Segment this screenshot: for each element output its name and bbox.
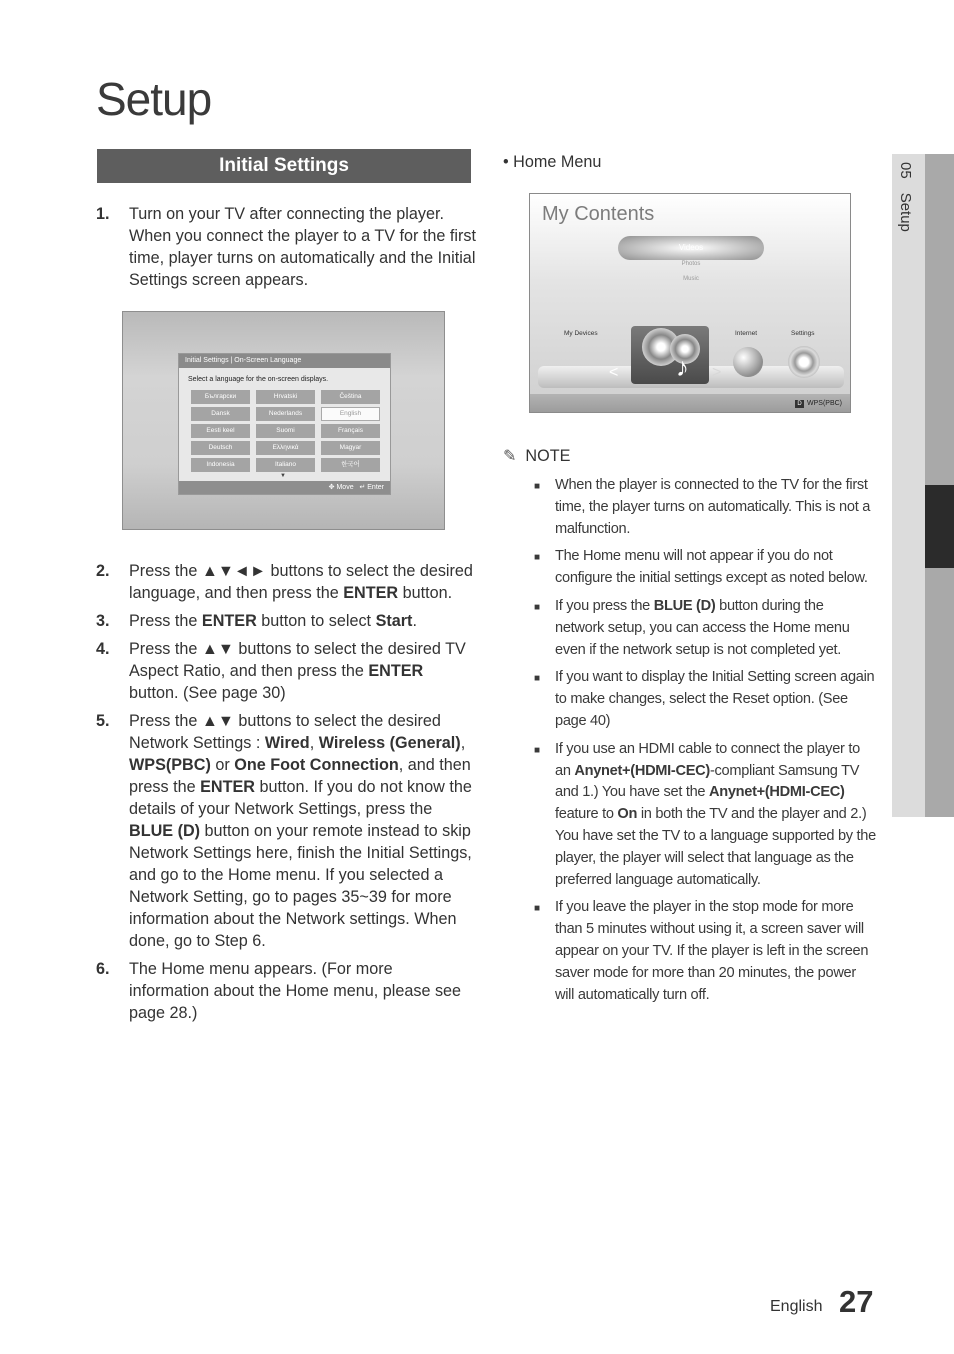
step-2 — [96, 560, 476, 604]
scroll-down-icon: ▼ — [280, 473, 286, 479]
note-item — [534, 546, 876, 590]
home-menu-label: • Home Menu — [503, 153, 602, 171]
note-text: If you press the BLUE (D) button during the network setup, you can access the Home menu even if the network setup is not completed yet. — [555, 597, 850, 658]
side-tab-marker — [925, 485, 954, 568]
left-arrow-icon[interactable]: < — [609, 364, 619, 381]
step-text: Press the ENTER button to select Start. — [129, 612, 417, 630]
language-option[interactable]: Hrvatski — [256, 390, 315, 404]
pencil-icon: ✎ — [503, 448, 517, 465]
language-option[interactable]: Ελληνικά — [256, 441, 315, 455]
dialog-prompt: Select a language for the on-screen displays. — [188, 376, 329, 383]
page-number: 27 — [839, 1284, 874, 1319]
bullet-square-icon: ■ — [534, 601, 540, 613]
right-arrow-icon[interactable]: > — [712, 364, 722, 381]
dialog-footer — [179, 481, 390, 494]
wps-label: WPS(PBC) — [807, 400, 842, 407]
music-item[interactable]: Music — [683, 276, 699, 282]
d-key-icon: D — [795, 400, 804, 408]
language-option[interactable]: Nederlands — [256, 407, 315, 421]
step-number: 1. — [96, 205, 110, 223]
step-number: 2. — [96, 562, 110, 580]
photos-item[interactable]: Photos — [681, 261, 701, 267]
step-text: Press the ▲▼◄► buttons to select the desired language, and then press the ENTER button. — [129, 562, 473, 602]
note-heading — [503, 446, 570, 466]
music-note-icon: ♪ — [676, 352, 689, 382]
move-label: Move — [336, 484, 354, 491]
language-option-selected[interactable]: English — [321, 407, 380, 421]
step-text: The Home menu appears. (For more information about the Home menu, please see page 28.) — [129, 960, 462, 1022]
step-number: 3. — [96, 612, 110, 630]
step-number: 6. — [96, 960, 110, 978]
my-devices-label[interactable]: My Devices — [564, 330, 598, 337]
note-item — [534, 739, 876, 892]
language-grid — [191, 390, 380, 472]
note-item — [534, 667, 876, 732]
note-text: If you want to display the Initial Setting screen again to make changes, select the Reset option. (See page 40) — [555, 669, 875, 729]
language-option[interactable]: Deutsch — [191, 441, 250, 455]
section-header: Initial Settings — [97, 149, 471, 183]
step-number: 4. — [96, 640, 110, 658]
move-icon: ✥ — [328, 484, 335, 491]
language-option[interactable]: Dansk — [191, 407, 250, 421]
language-option[interactable]: Magyar — [321, 441, 380, 455]
internet-label[interactable]: Internet — [735, 330, 758, 337]
internet-globe-icon — [733, 347, 763, 377]
steps-list — [96, 560, 476, 1030]
notes-list — [534, 475, 876, 1012]
enter-label: Enter — [367, 484, 384, 491]
step-3 — [96, 610, 476, 632]
language-option[interactable]: Italiano — [256, 458, 315, 472]
wps-hint — [795, 400, 842, 408]
language-option[interactable]: Български — [191, 390, 250, 404]
chapter-label: 05Setup — [897, 162, 914, 232]
step-text: Press the ▲▼ buttons to select the desired TV Aspect Ratio, and then press the ENTER button. (See page 30) — [129, 640, 466, 702]
note-text: When the player is connected to the TV for the first time, the player turns on automatically. This is not a malfunction. — [555, 477, 871, 537]
step-4 — [96, 638, 476, 704]
language-option[interactable]: Suomi — [256, 424, 315, 438]
my-contents-title: My Contents — [542, 203, 655, 225]
language-option[interactable]: Indonesia — [191, 458, 250, 472]
note-text: If you leave the player in the stop mode for more than 5 minutes without using it, a screen saver will appear on your TV. If the player is left in the screen saver mode for more than 20 minutes, the power will automatically turn off. — [555, 899, 869, 1003]
note-item — [534, 897, 876, 1006]
step-5 — [96, 710, 476, 952]
bullet-square-icon: ■ — [534, 673, 540, 685]
step-6 — [96, 958, 476, 1024]
note-item — [534, 475, 876, 540]
note-text: The Home menu will not appear if you do not configure the initial settings except as noted below. — [555, 548, 868, 587]
home-menu-screenshot — [529, 193, 851, 413]
language-option[interactable]: Français — [321, 424, 380, 438]
videos-item[interactable]: Videos — [618, 236, 764, 260]
step-1 — [96, 203, 476, 291]
bullet-square-icon: ■ — [534, 552, 540, 564]
note-text: If you use an HDMI cable to connect the player to an Anynet+(HDMI-CEC)-compliant Samsung TV and 1.) You have set the Anynet+(HDMI-CEC) feature to On in both the TV and the player and 2.) You have set the TV to a language supported by the player, the player will select that language as the preferred language automatically. — [555, 740, 876, 888]
language-option[interactable]: 한국어 — [321, 458, 380, 472]
initial-settings-screenshot — [122, 311, 445, 530]
note-item — [534, 596, 876, 661]
bullet-square-icon: ■ — [534, 481, 540, 492]
page-title: Setup — [96, 73, 212, 125]
bullet-square-icon: ■ — [534, 903, 540, 915]
chapter-side-tab[interactable] — [892, 154, 954, 817]
enter-icon: ↵ — [359, 484, 366, 491]
step-text: Turn on your TV after connecting the player. When you connect the player to a TV for the first time, player turns on automatically and the Initial Settings screen appears. — [129, 205, 477, 289]
footer-language: English — [770, 1298, 823, 1315]
step-number: 5. — [96, 712, 110, 730]
language-dialog — [178, 353, 391, 495]
bullet-square-icon: ■ — [534, 744, 540, 756]
language-option[interactable]: Eesti keel — [191, 424, 250, 438]
language-option[interactable]: Čeština — [321, 390, 380, 404]
settings-label[interactable]: Settings — [791, 330, 815, 337]
dialog-header: Initial Settings | On-Screen Language — [179, 354, 390, 368]
settings-gear-icon — [788, 346, 820, 378]
note-heading-text: NOTE — [525, 447, 571, 465]
step-text: Press the ▲▼ buttons to select the desired Network Settings : Wired, Wireless (General), WPS(PBC) or One Foot Connection, and then press the ENTER button. If you do not know the details of your Network Settings, press the BLUE (D) button on your remote instead to skip Network Settings here, finish the Initial Settings, and go to the Home menu. If you selected a Network Setting, go to pages 35~39 for more information about the Network settings. When done, go to Step 6. — [129, 712, 472, 950]
